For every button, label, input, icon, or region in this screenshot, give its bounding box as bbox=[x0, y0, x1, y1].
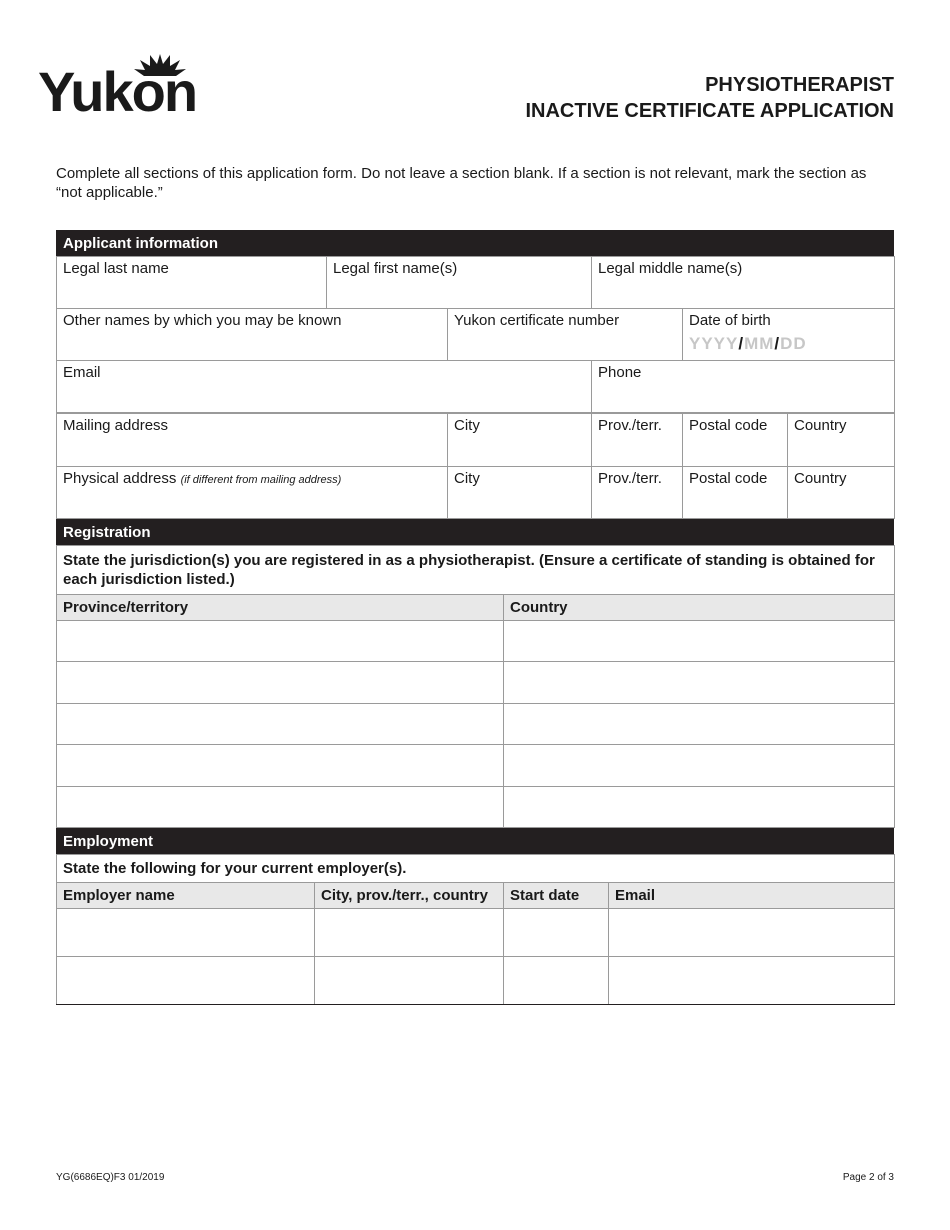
dob-field[interactable] bbox=[683, 309, 895, 361]
page-number: Page 2 of 3 bbox=[842, 1172, 894, 1183]
mailing-prov-field[interactable] bbox=[592, 414, 683, 467]
province-input[interactable] bbox=[57, 787, 504, 828]
employment-instruction: State the following for your current employer(s). bbox=[57, 855, 895, 883]
mailing-address-field[interactable] bbox=[57, 414, 448, 467]
dob-label: Date of birth bbox=[689, 312, 771, 329]
physical-address-note: (if different from mailing address) bbox=[180, 474, 342, 486]
dob-day: DD bbox=[780, 334, 807, 353]
mailing-address-label: Mailing address bbox=[63, 417, 169, 434]
cert-number-field[interactable] bbox=[448, 309, 683, 361]
col-province-header: Province/territory bbox=[57, 595, 504, 621]
first-name-label: Legal first name(s) bbox=[333, 260, 458, 277]
city-label: City bbox=[454, 470, 480, 487]
form-code: YG(6686EQ)F3 01/2019 bbox=[56, 1172, 165, 1183]
section-registration-heading: Registration bbox=[56, 519, 894, 545]
email-label: Email bbox=[63, 364, 101, 381]
last-name-field[interactable] bbox=[57, 257, 327, 309]
employer-start-input[interactable] bbox=[504, 957, 609, 1005]
application-form bbox=[56, 230, 894, 1005]
col-city-header: City, prov./terr., country bbox=[315, 883, 504, 909]
country-input[interactable] bbox=[504, 745, 895, 787]
province-input[interactable] bbox=[57, 621, 504, 662]
title-line-1: PHYSIOTHERAPIST bbox=[705, 74, 894, 96]
physical-address-label bbox=[63, 467, 441, 490]
dob-placeholder bbox=[689, 334, 888, 354]
country-input[interactable] bbox=[504, 662, 895, 704]
section-employment-heading: Employment bbox=[56, 828, 894, 854]
country-input[interactable] bbox=[504, 787, 895, 828]
col-employer-header: Employer name bbox=[57, 883, 315, 909]
country-label: Country bbox=[794, 470, 847, 487]
middle-name-field[interactable] bbox=[592, 257, 895, 309]
mailing-country-field[interactable] bbox=[788, 414, 895, 467]
applicant-table bbox=[56, 256, 895, 413]
first-name-field[interactable] bbox=[327, 257, 592, 309]
dob-year: YYYY bbox=[689, 334, 739, 353]
section-applicant-heading: Applicant information bbox=[56, 230, 894, 256]
col-email-header: Email bbox=[609, 883, 895, 909]
intro-text: Complete all sections of this application form. Do not leave a section blank. If a section is not relevant, mark the section as “not applicable.” bbox=[56, 165, 867, 201]
physical-city-field[interactable] bbox=[448, 467, 592, 519]
country-label: Country bbox=[794, 417, 847, 434]
middle-name-label: Legal middle name(s) bbox=[598, 260, 743, 277]
email-field[interactable] bbox=[57, 361, 592, 413]
page-title bbox=[525, 72, 894, 124]
physical-country-field[interactable] bbox=[788, 467, 895, 519]
yukon-logo bbox=[38, 52, 210, 122]
last-name-label: Legal last name bbox=[63, 260, 169, 277]
cert-number-label: Yukon certificate number bbox=[454, 312, 620, 329]
registration-table bbox=[56, 545, 895, 828]
employer-name-input[interactable] bbox=[57, 909, 315, 957]
country-input[interactable] bbox=[504, 621, 895, 662]
postal-label: Postal code bbox=[689, 470, 768, 487]
registration-instruction: State the jurisdiction(s) you are registered in as a physiotherapist. (Ensure a certificate of standing is obtained for each jurisdiction listed.) bbox=[57, 546, 895, 595]
province-input[interactable] bbox=[57, 745, 504, 787]
physical-postal-field[interactable] bbox=[683, 467, 788, 519]
employer-start-input[interactable] bbox=[504, 909, 609, 957]
prov-label: Prov./terr. bbox=[598, 417, 662, 434]
province-input[interactable] bbox=[57, 662, 504, 704]
postal-label: Postal code bbox=[689, 417, 768, 434]
col-country-header: Country bbox=[504, 595, 895, 621]
prov-label: Prov./terr. bbox=[598, 470, 662, 487]
physical-address-field[interactable] bbox=[57, 467, 448, 519]
employer-name-input[interactable] bbox=[57, 957, 315, 1005]
dob-separator: / bbox=[738, 334, 745, 353]
dob-month: MM bbox=[744, 334, 775, 353]
title-line-2: INACTIVE CERTIFICATE APPLICATION bbox=[525, 100, 894, 122]
col-start-header: Start date bbox=[504, 883, 609, 909]
employer-city-input[interactable] bbox=[315, 957, 504, 1005]
mailing-postal-field[interactable] bbox=[683, 414, 788, 467]
employer-city-input[interactable] bbox=[315, 909, 504, 957]
physical-address-text: Physical address bbox=[63, 470, 177, 487]
address-table bbox=[56, 413, 895, 519]
city-label: City bbox=[454, 417, 480, 434]
other-names-label: Other names by which you may be known bbox=[63, 312, 342, 329]
other-names-field[interactable] bbox=[57, 309, 448, 361]
logo-wordmark: Yukon bbox=[38, 60, 197, 123]
phone-field[interactable] bbox=[592, 361, 895, 413]
mailing-city-field[interactable] bbox=[448, 414, 592, 467]
employer-email-input[interactable] bbox=[609, 909, 895, 957]
country-input[interactable] bbox=[504, 704, 895, 745]
employer-email-input[interactable] bbox=[609, 957, 895, 1005]
phone-label: Phone bbox=[598, 364, 642, 381]
dob-separator: / bbox=[774, 334, 781, 353]
province-input[interactable] bbox=[57, 704, 504, 745]
physical-prov-field[interactable] bbox=[592, 467, 683, 519]
employment-table bbox=[56, 854, 895, 1005]
